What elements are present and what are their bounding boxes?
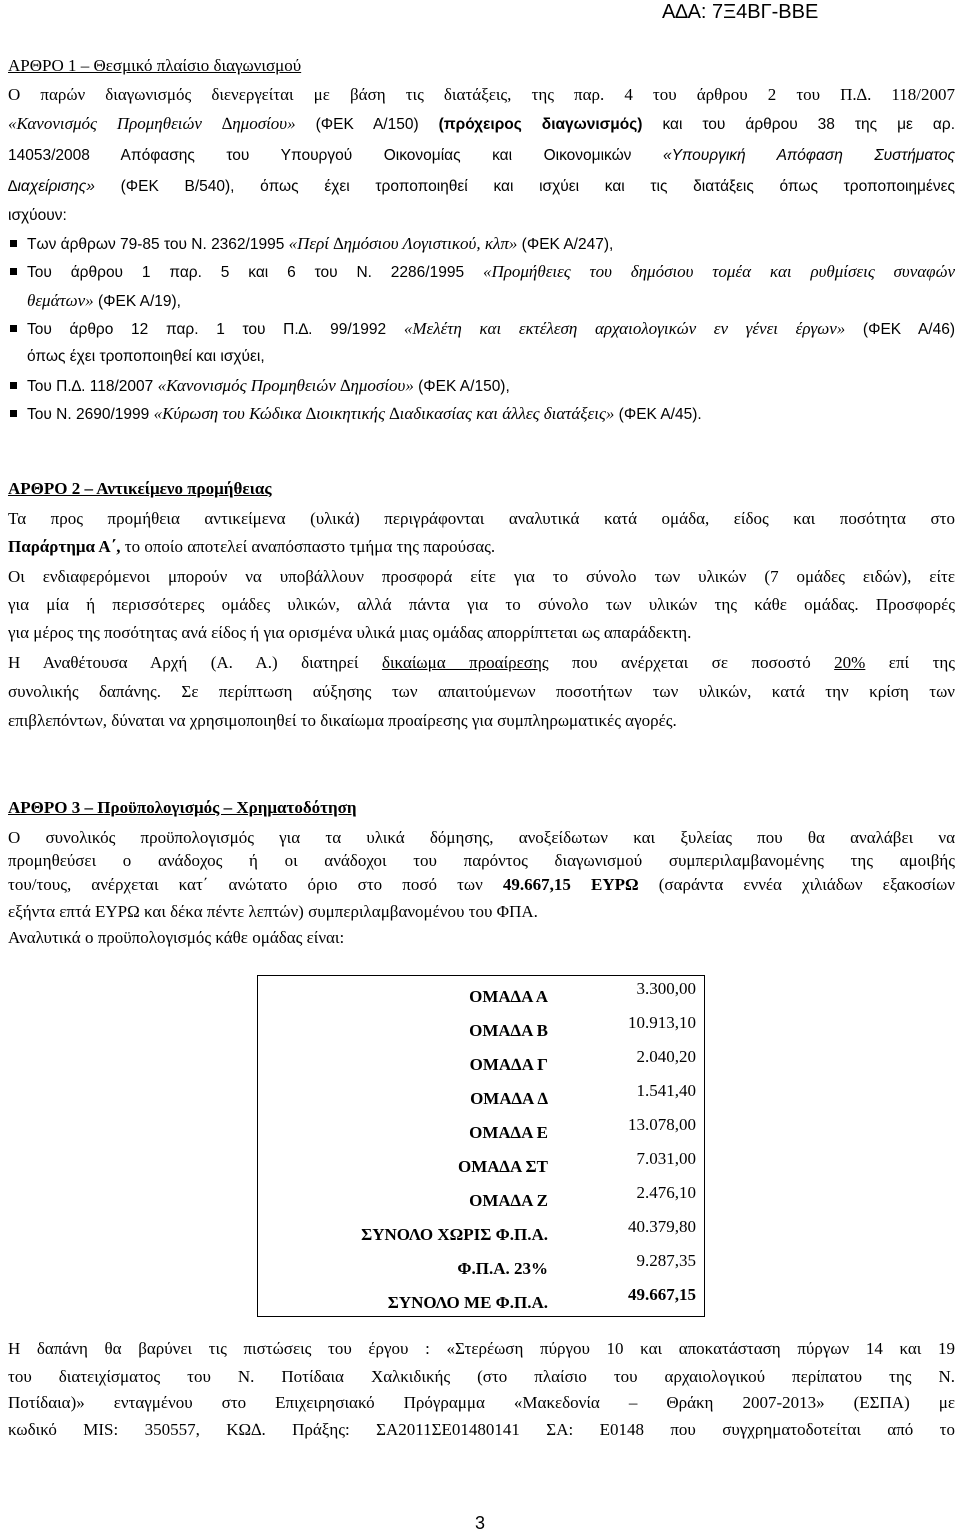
funding-line: Ποτίδαια)» ενταγμένου στο Επιχειρησιακό Πρόγραμμα «Μακεδονία – Θράκη 2007-2013» (ΕΣΠΑ) με: [8, 1393, 955, 1412]
decision-title: «Υπουργική Απόφαση Συστήματος: [662, 147, 955, 164]
funding-line: του διατειχίσματος του Ν. Ποτίδαια Χαλκιδικής (στο πλαίσιο του αρχαιολογικού περίπατου της Ν.: [8, 1367, 955, 1386]
article3-title: ΑΡΘΡΟ 3 – Προϋπολογισμός – Χρηματοδότηση: [8, 798, 357, 817]
article2-text: που ανέρχεται σε ποσοστό: [548, 653, 835, 672]
gazette-ref: (ΦΕΚ Α/45).: [614, 406, 702, 423]
article2-title: ΑΡΘΡΟ 2 – Αντικείμενο προμήθειας: [8, 479, 272, 498]
table-row: [258, 1282, 705, 1317]
table-row: [258, 1010, 705, 1044]
article1-text: 14053/2008 Απόφασης του Υπουργού Οικονομίας και Οικονομικών: [8, 147, 663, 164]
gazette-ref: (ΦΕΚ Α/150): [295, 116, 439, 133]
article2-line: Τα προς προμήθεια αντικείμενα (υλικά) περιγράφονται αναλυτικά κατά ομάδα, είδος και ποσότητα στο: [8, 509, 955, 528]
group-amount: 13.078,00: [628, 1115, 696, 1134]
table-row: [258, 976, 705, 1011]
table-row: [258, 1112, 705, 1146]
article2-line: [8, 653, 955, 673]
article1-line: [8, 114, 955, 135]
group-amount: 7.031,00: [636, 1149, 696, 1168]
gazette-ref: (ΦΕΚ Α/19),: [93, 293, 181, 310]
subtotal-amount: 40.379,80: [628, 1217, 696, 1236]
list-item: [27, 319, 955, 340]
list-item-text: Του Ν. 2690/1999: [27, 406, 154, 423]
table-row: [258, 1248, 705, 1282]
article3-line: [8, 875, 955, 895]
law-title: θεμάτων»: [27, 291, 94, 310]
article3-text: (σαράντα εννέα χιλιάδων εξακοσίων: [638, 875, 955, 894]
list-item-continuation: [27, 291, 955, 312]
article2-line: Οι ενδιαφερόμενοι μπορούν να υποβάλλουν προσφορά είτε για το σύνολο των υλικών (7 ομάδες ειδών), είτε: [8, 567, 955, 586]
article2-line: [8, 537, 955, 557]
list-item-text: Του άρθρο 12 παρ. 1 του Π.∆. 99/1992: [27, 321, 404, 338]
gazette-ref: (ΦΕΚ Α/150),: [413, 378, 510, 395]
group-amount: 2.476,10: [636, 1183, 696, 1202]
gazette-ref: (ΦΕΚ Α/46): [845, 321, 955, 338]
group-amount: 3.300,00: [636, 979, 696, 998]
total-amount: 49.667,15 ΕΥΡΩ: [502, 875, 639, 894]
article1-text: (ΦΕΚ Β/540), όπως έχει τροποποιηθεί και ισχύει και τις διατάξεις όπως τροποποιημένες: [94, 178, 955, 195]
article1-line: [8, 146, 955, 166]
article2-line: για μία ή περισσότερες ομάδες υλικών, αλλά πάντα για το σύνολο των υλικών της κάθε ομάδας. Προσφορές: [8, 595, 955, 614]
article2-text: επί της: [865, 653, 956, 672]
article2-line: επιβλεπόντων, δύναται να χρησιμοποιηθεί το δικαίωμα προαίρεσης για συμπληρωματικές αγορές.: [8, 711, 677, 730]
group-label: ΟΜΑ∆Α Α: [469, 987, 548, 1006]
table-row: [258, 1044, 705, 1078]
table-row: [258, 1146, 705, 1180]
group-amount: 1.541,40: [636, 1081, 696, 1100]
group-label: ΟΜΑ∆Α Ε: [469, 1123, 548, 1142]
article3-line: Ο συνολικός προϋπολογισμός για τα υλικά δόμησης, ανοξείδωτων και ξυλείας που θα αναλάβει να: [8, 828, 955, 847]
list-item: [27, 234, 955, 255]
list-item-text: Του άρθρου 1 παρ. 5 και 6 του Ν. 2286/1995: [27, 264, 483, 281]
total-amount: 49.667,15: [628, 1285, 696, 1304]
vat-amount: 9.287,35: [636, 1251, 696, 1270]
subtotal-label: ΣΥΝΟΛΟ ΧΩΡΙΣ Φ.Π.Α.: [361, 1225, 548, 1244]
group-label: ΟΜΑ∆Α ΣΤ: [458, 1157, 548, 1176]
group-label: ΟΜΑ∆Α Ζ: [469, 1191, 548, 1210]
list-item: [27, 404, 955, 425]
law-title: «Προμήθειες του δημόσιου τομέα και ρυθμίσεις συναφών: [482, 262, 955, 281]
list-item: [27, 262, 955, 283]
bullet-icon: [10, 325, 17, 332]
article2-line: συνολικής δαπάνης. Σε περίπτωση αύξησης των απαιτούμενων ποσοτήτων των υλικών, κατά την κρίση των: [8, 682, 955, 701]
bullet-icon: [10, 240, 17, 247]
table-row: [258, 1180, 705, 1214]
table-row: [258, 1214, 705, 1248]
article1-title: ΑΡΘΡΟ 1 – Θεσμικό πλαίσιο διαγωνισμού: [8, 56, 302, 75]
group-amount: 10.913,10: [628, 1013, 696, 1032]
option-percent: 20%: [834, 653, 866, 672]
article3-line: προμηθεύσει ο ανάδοχος ή οι ανάδοχοι του παρόντος διαγωνισμού συμπεριλαμβανομένης της αμοιβής: [8, 851, 955, 870]
article3-line: Αναλυτικά ο προϋπολογισμός κάθε ομάδας είναι:: [8, 928, 345, 947]
annex-ref: Παράρτημα Α΄,: [8, 537, 121, 556]
law-title: «Μελέτη και εκτέλεση αρχαιολογικών εν γένει έργων»: [403, 319, 846, 338]
law-title: «Κανονισμός Προμηθειών ∆ημοσίου»: [157, 376, 414, 395]
budget-table: [257, 975, 705, 1317]
law-title: «Κύρωση του Κώδικα ∆ιοικητικής ∆ιαδικασίας και άλλες διατάξεις»: [153, 404, 615, 423]
bullet-icon: [10, 382, 17, 389]
gazette-ref: (ΦΕΚ Α/247),: [517, 236, 614, 253]
article1-line: [8, 177, 955, 197]
ada-code: Α∆Α: 7Ξ4ΒΓ-ΒΒΕ: [662, 1, 819, 23]
procedure-type: (πρόχειρος διαγωνισμός): [438, 116, 643, 133]
decision-title: ∆ιαχείρισης»: [8, 178, 95, 195]
article3-line: εξήντα επτά ΕΥΡΩ και δέκα πέντε λεπτών) συμπεριλαμβανομένου του ΦΠΑ.: [8, 902, 538, 921]
article2-line: για μέρος της ποσότητας ανά είδος ή για ορισμένα υλικά μιας ομάδας απορρίπτεται ως απαράδεκτη.: [8, 623, 692, 642]
list-item-continuation: όπως έχει τροποποιηθεί και ισχύει,: [27, 348, 265, 365]
option-right: δικαίωμα προαίρεσης: [381, 653, 549, 672]
vat-label: Φ.Π.Α. 23%: [457, 1259, 548, 1278]
group-label: ΟΜΑ∆Α ∆: [470, 1089, 548, 1108]
group-label: ΟΜΑ∆Α Γ: [469, 1055, 548, 1074]
article1-line: Ο παρών διαγωνισμός διενεργείται με βάση τις διατάξεις, της παρ. 4 του άρθρου 2 του Π.∆. 118/2007: [8, 85, 955, 104]
group-amount: 2.040,20: [636, 1047, 696, 1066]
article1-line: ισχύουν:: [8, 207, 67, 224]
table-row: [258, 1078, 705, 1112]
article2-text: το οποίο αποτελεί αναπόσπαστο τμήμα της παρούσας.: [120, 537, 496, 556]
list-item-text: Του Π.∆. 118/2007: [27, 378, 158, 395]
article1-text: και του άρθρου 38 της με αρ.: [642, 116, 956, 133]
article3-text: του/τους, ανέρχεται κατ΄ ανώτατο όριο στο ποσό των: [8, 875, 503, 894]
funding-line: Η δαπάνη θα βαρύνει τις πιστώσεις του έργου : «Στερέωση πύργου 10 και αποκατάσταση πύργων 14 και 19: [8, 1339, 955, 1358]
article2-text: Η Αναθέτουσα Αρχή (Α. Α.) διατηρεί: [8, 653, 382, 672]
group-label: ΟΜΑ∆Α Β: [469, 1021, 548, 1040]
list-item-text: Των άρθρων 79-85 του Ν. 2362/1995: [27, 236, 289, 253]
funding-line: κωδικό MIS: 350557, ΚΩ∆. Πράξης: ΣΑ2011ΣΕ01480141 ΣΑ: Ε0148 που συγχρηματοδοτείται από το: [8, 1420, 955, 1439]
list-item: [27, 376, 955, 397]
total-label: ΣΥΝΟΛΟ ΜΕ Φ.Π.Α.: [387, 1293, 548, 1312]
bullet-icon: [10, 268, 17, 275]
bullet-icon: [10, 410, 17, 417]
decree-title: «Κανονισμός Προμηθειών ∆ημοσίου»: [8, 114, 296, 133]
law-title: «Περί ∆ημόσιου Λογιστικού, κλπ»: [288, 234, 518, 253]
page-number: 3: [474, 1513, 485, 1533]
